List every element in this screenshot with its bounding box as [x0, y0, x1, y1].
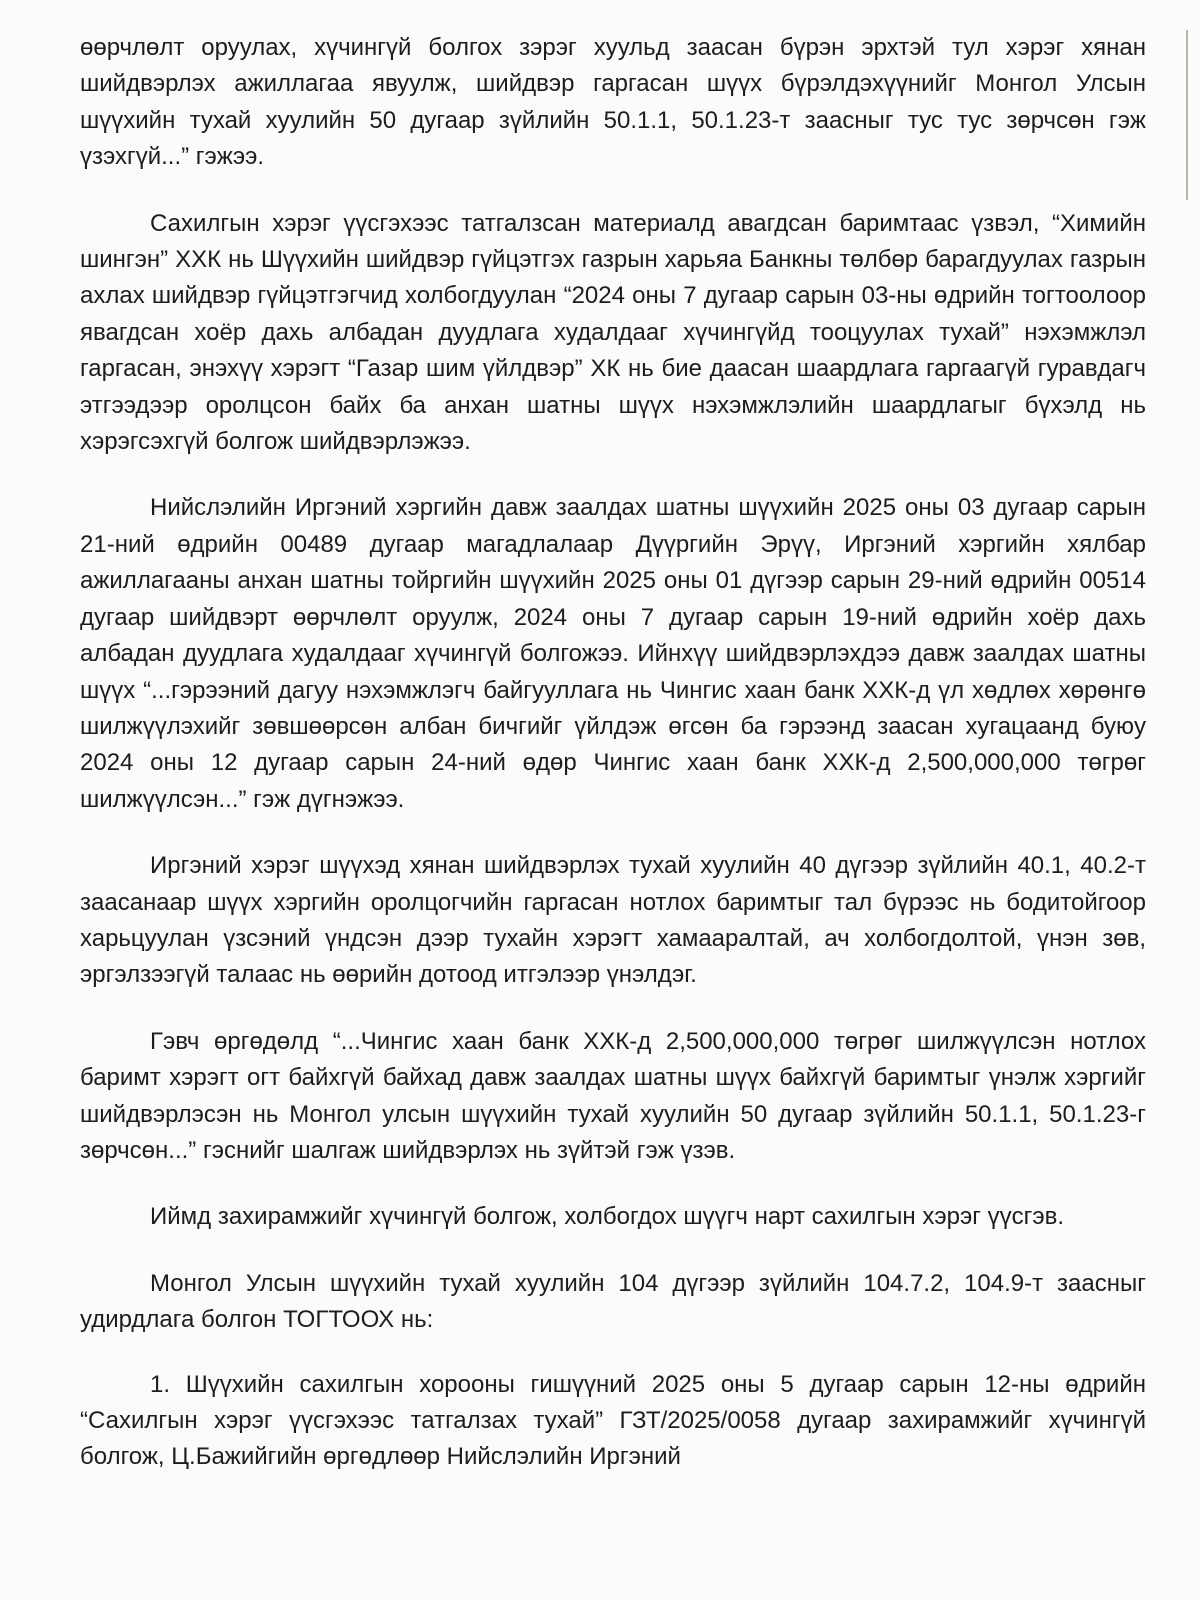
paragraph-resolution-item-1: 1. Шүүхийн сахилгын хорооны гишүүний 2025 оны 5 дугаар сарын 12-ны өдрийн “Сахилгын хэрэг үүсгэхээс татгалзах тухай” ГЗТ/2025/0058 дугаар захирамжийг хүчингүй болгож, Ц.Бажийгийн өргөдлөөр Нийслэлийн Иргэний — [80, 1370, 1146, 1471]
paragraph-evidence-law: Иргэний хэрэг шүүхэд хянан шийдвэрлэх тухай хуулийн 40 дүгээр зүйлийн 40.1, 40.2-т заасанаар шүүх хэргийн оролцогчийн гаргасан нотлох баримтыг тал бүрээс нь бодитойгоор харьцуулан үзсэний үндсэн дээр тухайн хэрэгт хамааралтай, ач холбогдолтой, үнэн зөв, эргэлзээгүй талаас нь өөрийн дотоод итгэлээр үнэлдэг. — [80, 852, 1146, 989]
paragraph-appeal-court: Нийслэлийн Иргэний хэргийн давж заалдах шатны шүүхийн 2025 оны 03 дугаар сарын 21-ний өдрийн 00489 дугаар магадлалаар Дүүргийн Эрүү, Иргэний хэргийн хялбар ажиллагааны анхан шатны тойргийн шүүхийн 2025 оны 01 дүгээр сарын 29-ний өдрийн 00514 дугаар шийдвэрт өөрчлөлт оруулж, 2024 оны 7 дугаар сарын 19-ний өдрийн хоёр дахь албадан дуудлага худалдааг хүчингүй болгожээ. Ийнхүү шийдвэрлэхдээ давж заалдах шатны шүүх “...гэрээний дагуу нэхэмжлэгч байгууллага нь Чингис хаан банк ХХК-д үл хөдлөх хөрөнгө шилжүүлэхийг зөвшөөрсөн албан бичгийг үйлдэж өгсөн ба гэрээнд заасан хугацаанд буюу 2024 оны 12 дугаар сарын 24-ний өдөр Чингис хаан банк ХХК-д 2,500,000,000 төгрөг шилжүүлсэн...” гэж дүгнэжээ. — [80, 494, 1146, 813]
paragraph-continuation: өөрчлөлт оруулах, хүчингүй болгох зэрэг хуульд заасан бүрэн эрхтэй тул хэрэг хянан шийдвэрлэх ажиллагаа явуулж, шийдвэр гаргасан шүүх бүрэлдэхүүнийг Монгол Улсын шүүхийн тухай хуулийн 50 дугаар зүйлийн 50.1.1, 50.1.23-т заасныг тус тус зөрчсөн гэж үзэхгүй...” гэжээ. — [80, 34, 1146, 171]
paragraph-material-review: Сахилгын хэрэг үүсгэхээс татгалзсан материалд авагдсан баримтаас үзвэл, “Химийн шингэн” ХХК нь Шүүхийн шийдвэр гүйцэтгэх газрын харьяа Банкны төлбөр барагдуулах газрын ахлах шийдвэр гүйцэтгэгчид холбогдуулан “2024 оны 7 дугаар сарын 03-ны өдрийн тогтоолоор явагдсан хоёр дахь албадан дуудлага худалдааг хүчингүйд тооцуулах тухай” нэхэмжлэл гаргасан, энэхүү хэрэгт “Газар шим үйлдвэр” ХК нь бие даасан шаардлага гаргаагүй гуравдагч этгээдээр оролцсон байх ба анхан шатны шүүх нэхэмжлэлийн шаардлагыг бүхэлд нь хэрэгсэхгүй болгож шийдвэрлэжээ. — [80, 209, 1146, 456]
paragraph-petition: Гэвч өргөдөлд “...Чингис хаан банк ХХК-д 2,500,000,000 төгрөг шилжүүлсэн нотлох баримт хэрэгт огт байхгүй байхад давж заалдах шатны шүүх байхгүй баримтыг үнэлж хэргийг шийдвэрлэсэн нь Монгол улсын шүүхийн тухай хуулийн 50 дугаар зүйлийн 50.1.1, 50.1.23-г зөрчсөн...” гэснийг шалгаж шийдвэрлэх нь зүйтэй гэж үзэв. — [80, 1027, 1146, 1164]
paragraph-conclusion: Иймд захирамжийг хүчингүй болгож, холбогдох шүүгч нарт сахилгын хэрэг үүсгэв. — [150, 1203, 1065, 1231]
paragraph-resolution-basis: Монгол Улсын шүүхийн тухай хуулийн 104 дүгээр зүйлийн 104.7.2, 104.9-т заасныг удирдлага болгон ТОГТООХ нь: — [80, 1269, 1146, 1334]
document-body — [80, 30, 1146, 1476]
scan-edge-line — [1186, 30, 1188, 200]
